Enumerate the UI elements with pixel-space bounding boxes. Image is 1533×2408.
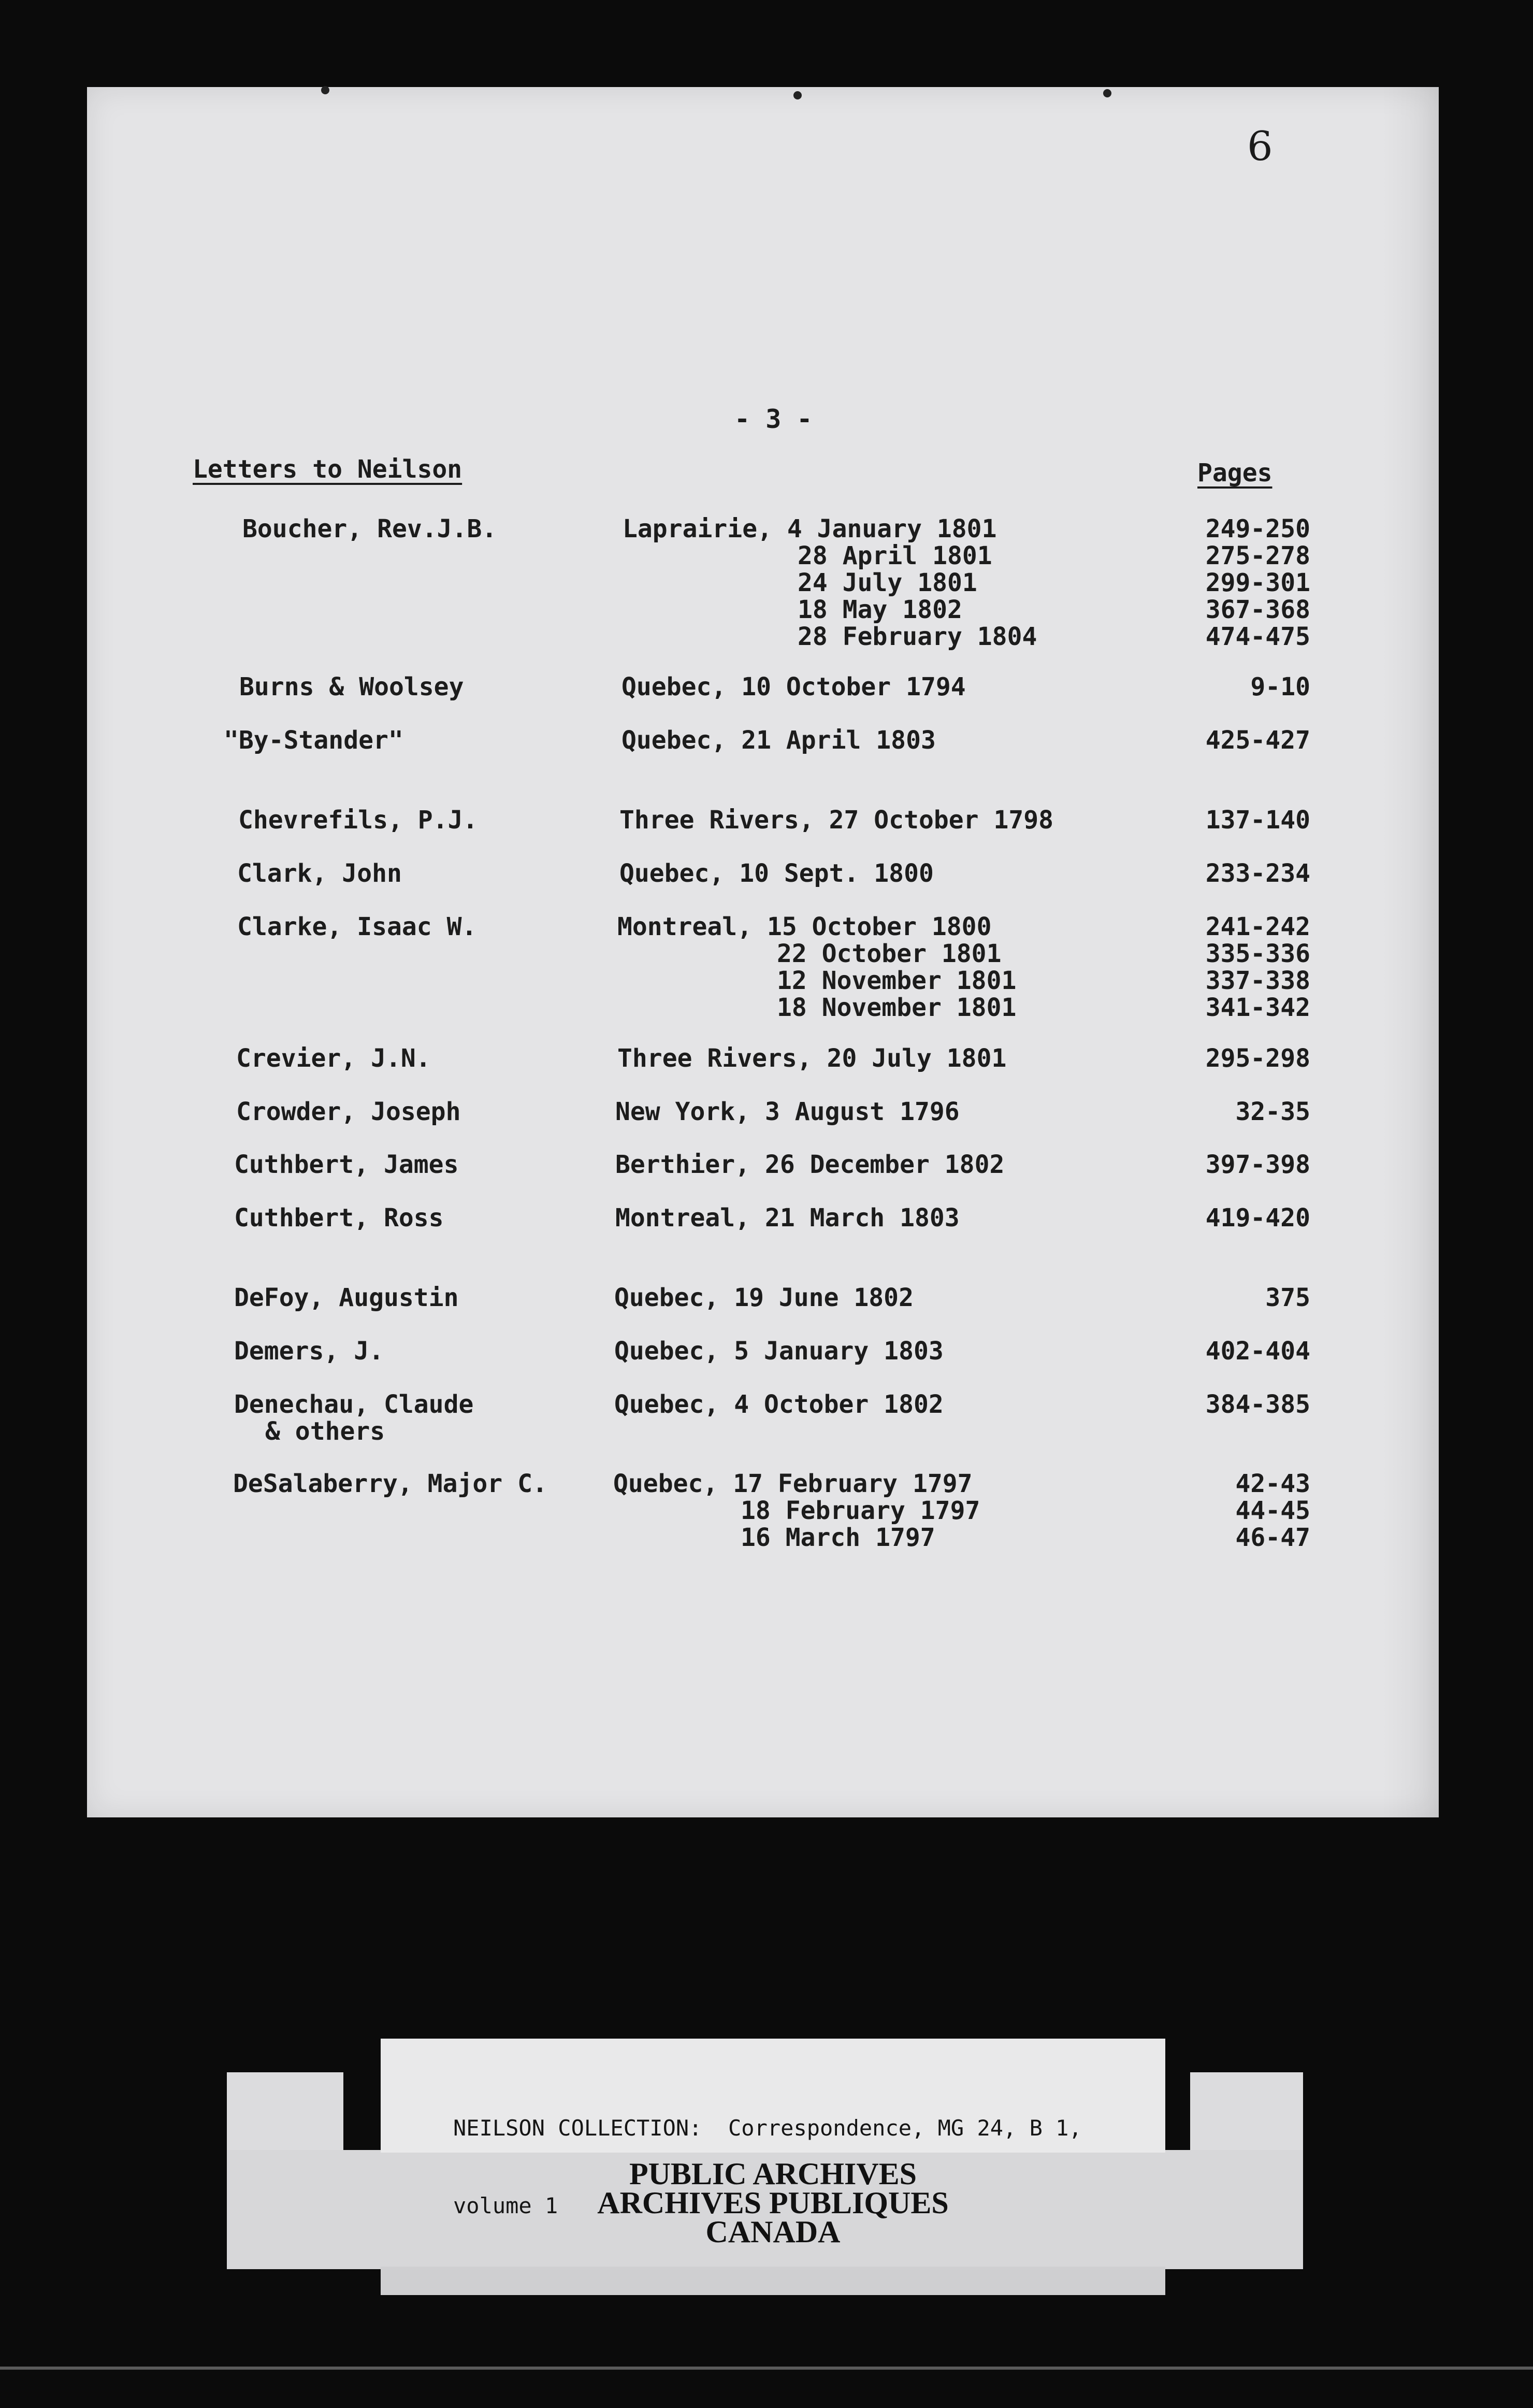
page-range: 384-385 xyxy=(1205,1390,1310,1419)
correspondent-name: Crowder, Joseph xyxy=(236,1097,461,1126)
page-range: 474-475 xyxy=(1205,622,1310,651)
folio-number: 6 xyxy=(1247,123,1273,170)
page-range: 46-47 xyxy=(1235,1523,1310,1552)
page-marker: - 3 - xyxy=(734,404,813,434)
correspondent-name: DeSalaberry, Major C. xyxy=(233,1469,547,1498)
letter-date: Quebec, 10 Sept. 1800 xyxy=(619,859,934,888)
stamp-line: CANADA xyxy=(705,2215,841,2249)
page-range: 249-250 xyxy=(1205,514,1310,543)
page-range: 402-404 xyxy=(1205,1337,1310,1366)
pages-heading: Pages xyxy=(1197,458,1272,488)
page-range: 9-10 xyxy=(1250,672,1310,701)
page-range: 375 xyxy=(1265,1283,1310,1312)
letter-date: Berthier, 26 December 1802 xyxy=(615,1150,1005,1179)
correspondent-name: Demers, J. xyxy=(234,1337,384,1366)
page-range: 337-338 xyxy=(1205,966,1310,995)
collection-label-line: volume 1 xyxy=(453,2193,558,2218)
correspondent-name: Clark, John xyxy=(237,859,402,888)
stamp-line: ARCHIVES PUBLIQUES xyxy=(597,2186,949,2220)
letter-date: Quebec, 4 October 1802 xyxy=(614,1390,944,1419)
letter-date: 16 March 1797 xyxy=(741,1523,935,1552)
page-range: 397-398 xyxy=(1205,1150,1310,1179)
letter-date: Montreal, 15 October 1800 xyxy=(617,912,992,941)
stamp-underlay xyxy=(381,2267,1165,2295)
letter-date: 22 October 1801 xyxy=(777,939,1002,968)
archives-stamp xyxy=(381,2157,1165,2249)
page-range: 295-298 xyxy=(1205,1044,1310,1073)
letter-date: 28 February 1804 xyxy=(798,622,1037,651)
page-range: 425-427 xyxy=(1205,726,1310,755)
letter-date: Quebec, 19 June 1802 xyxy=(614,1283,914,1312)
letter-date: Quebec, 21 April 1803 xyxy=(621,726,936,755)
page-range: 299-301 xyxy=(1205,568,1310,597)
correspondent-name: Burns & Woolsey xyxy=(239,672,464,701)
correspondent-name: Clarke, Isaac W. xyxy=(237,912,477,941)
page-range: 275-278 xyxy=(1205,541,1310,570)
letter-date: Laprairie, 4 January 1801 xyxy=(623,514,997,543)
page-range: 241-242 xyxy=(1205,912,1310,941)
correspondent-name: "By-Stander" xyxy=(224,726,403,755)
section-heading: Letters to Neilson xyxy=(193,455,462,484)
letter-date: 18 November 1801 xyxy=(777,993,1017,1022)
letter-date: Three Rivers, 20 July 1801 xyxy=(617,1044,1007,1073)
page-range: 32-35 xyxy=(1235,1097,1310,1126)
letter-date: 18 May 1802 xyxy=(798,595,962,624)
page-range: 335-336 xyxy=(1205,939,1310,968)
correspondent-name: Chevrefils, P.J. xyxy=(238,806,478,835)
correspondent-name: Boucher, Rev.J.B. xyxy=(242,514,497,543)
collection-label-line: NEILSON COLLECTION: Correspondence, MG 24, B 1, xyxy=(453,2115,1082,2141)
correspondent-name: DeFoy, Augustin xyxy=(234,1283,459,1312)
page-range: 419-420 xyxy=(1205,1203,1310,1232)
correspondent-name: Denechau, Claude xyxy=(234,1390,474,1419)
stamp-line: PUBLIC ARCHIVES xyxy=(629,2157,917,2191)
letter-date: 24 July 1801 xyxy=(798,568,977,597)
page-range: 42-43 xyxy=(1235,1469,1310,1498)
correspondent-name-cont: & others xyxy=(265,1417,385,1446)
page-range: 44-45 xyxy=(1235,1496,1310,1525)
correspondent-name: Cuthbert, Ross xyxy=(234,1203,444,1232)
correspondent-name: Cuthbert, James xyxy=(234,1150,459,1179)
page-range: 367-368 xyxy=(1205,595,1310,624)
letter-date: Three Rivers, 27 October 1798 xyxy=(619,806,1054,835)
letter-date: 12 November 1801 xyxy=(777,966,1017,995)
page-range: 233-234 xyxy=(1205,859,1310,888)
letter-date: 28 April 1801 xyxy=(798,541,992,570)
correspondent-name: Crevier, J.N. xyxy=(236,1044,431,1073)
letter-date: Quebec, 5 January 1803 xyxy=(614,1337,944,1366)
letter-date: Quebec, 17 February 1797 xyxy=(613,1469,973,1498)
letter-date: New York, 3 August 1796 xyxy=(615,1097,960,1126)
scan-border-line xyxy=(0,2367,1533,2370)
page-range: 137-140 xyxy=(1205,806,1310,835)
letter-date: 18 February 1797 xyxy=(741,1496,980,1525)
page-range: 341-342 xyxy=(1205,993,1310,1022)
letter-date: Quebec, 10 October 1794 xyxy=(621,672,966,701)
letter-date: Montreal, 21 March 1803 xyxy=(615,1203,960,1232)
